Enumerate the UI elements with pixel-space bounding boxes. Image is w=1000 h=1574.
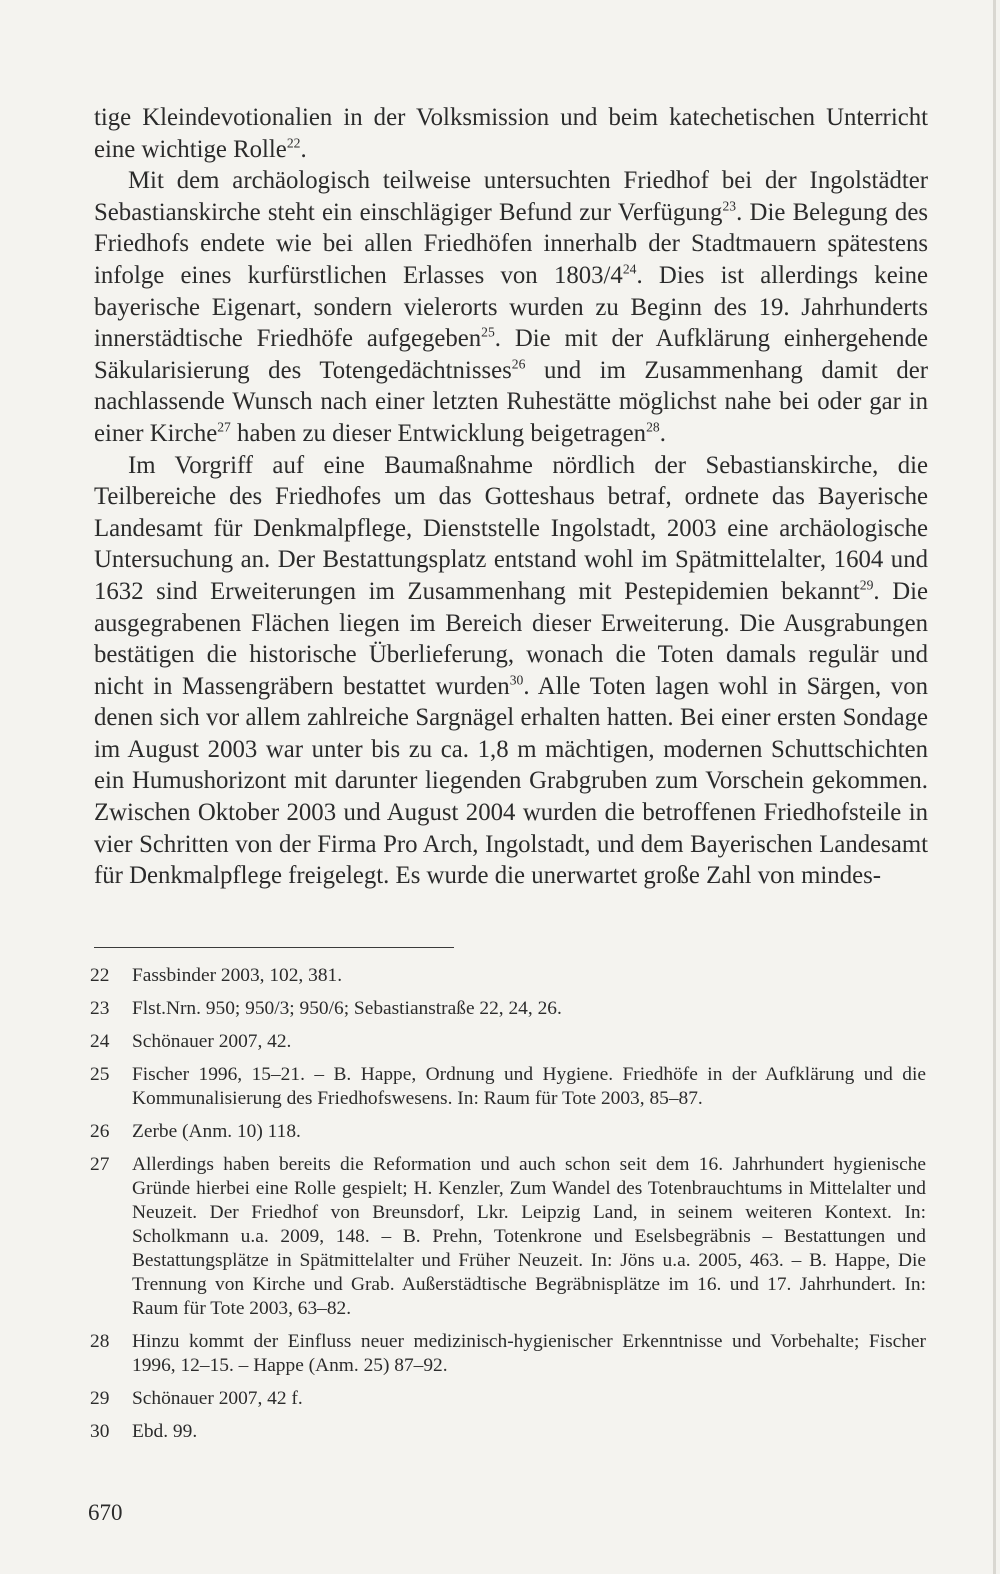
text-run: . — [300, 135, 307, 163]
footnote-number: 26 — [90, 1121, 110, 1142]
footnote-text: Ebd. 99. — [132, 1421, 198, 1442]
footnote-text: Flst.Nrn. 950; 950/3; 950/6; Sebastianstraße 22, 24, 26. — [132, 998, 562, 1019]
footnote-text: Fassbinder 2003, 102, 381. — [132, 965, 343, 986]
footnote-number: 27 — [90, 1154, 110, 1175]
text-run: Im Vorgriff auf eine Baumaßnahme nördlich der Sebastianskirche, die Teilbereiche des Friedhofes um das Gotteshaus betraf, ordnete das Bayerische Landesamt für Denkmalpflege, Dienststelle Ingolstadt, 2003 eine archäologische Untersuchung an. Der Bestattungsplatz entstand wohl im Spätmittelalter, 1604 und 1632 sind Erweiterungen im Zusammenhang mit Pestepidemien bekannt — [94, 451, 928, 605]
footnote-reference[interactable]: 23 — [722, 198, 737, 214]
footnote-text: Allerdings haben bereits die Reformation und auch schon seit dem 16. Jahrhundert hygienische Gründe hierbei eine Rolle gespielt; H. Kenzler, Zum Wandel des Totenbrauchtums in Mittelalter und Neuzeit. Der Friedhof von Breunsdorf, Lkr. Leipzig Land, in seinem weiteren Kontext. In: Scholkmann u.a. 2009, 148. – B. Prehn, Totenkrone und Eselsbegräbnis – Bestattungen und Bestattungsplätze in Spätmittelalter und Früher Neuzeit. In: Jöns u.a. 2005, 463. – B. Happe, Die Trennung von Kirche und Grab. Außerstädtische Begräbnisplätze im 16. und 17. Jahrhundert. In: Raum für Tote 2003, 63–82. — [132, 1154, 926, 1319]
footnote-reference[interactable]: 30 — [509, 672, 524, 688]
footnote — [90, 1330, 926, 1378]
text-run: und im Zusammenhang damit der nachlassende Wunsch nach einer letzten Ruhestätte möglichst nahe bei oder gar in einer Kirche — [94, 356, 928, 447]
footnote-reference[interactable]: 24 — [622, 261, 637, 277]
footnote-number: 28 — [90, 1331, 110, 1352]
footnotes — [90, 964, 926, 1453]
footnote-text: Schönauer 2007, 42. — [132, 1031, 292, 1052]
footnote — [90, 964, 926, 988]
text-run: . Dies ist allerdings keine bayerische Eigenart, sondern vielerorts wurden zu Beginn des 19. Jahrhunderts innerstädtische Friedhöfe aufgegeben — [94, 261, 929, 353]
paragraph — [94, 165, 928, 449]
footnote-text: Schönauer 2007, 42 f. — [132, 1388, 303, 1409]
text-run: haben zu dieser Entwicklung beigetragen — [230, 419, 647, 447]
footnote-reference[interactable]: 27 — [217, 419, 231, 435]
text-run: . Die ausgegrabenen Flächen liegen im Bereich dieser Erweiterung. Die Ausgrabungen bestätigen die historische Überlieferung, wonach die Toten damals regulär und nicht in Massengräbern bestattet wurden — [94, 577, 929, 700]
footnote-number: 30 — [90, 1421, 110, 1442]
paragraph — [94, 102, 928, 165]
text-run: . Alle Toten lagen wohl in Särgen, von denen sich vor allem zahlreiche Sargnägel erhalten hatten. Bei einer ersten Sondage im August 2003 war unter bis zu ca. 1,8 m mächtigen, modernen Schuttschichten ein Humushorizont mit darunter liegenden Grabgruben zum Vorschein gekommen. Zwischen Oktober 2003 und August 2004 wurden die betroffenen Friedhofsteile in vier Schritten von der Firma Pro Arch, Ingolstadt, und dem Bayerischen Landesamt für Denkmalpflege freigelegt. Es wurde die unerwartet große Zahl von mindes- — [94, 672, 929, 890]
footnote-number: 25 — [90, 1064, 110, 1085]
footnote-text: Fischer 1996, 15–21. – B. Happe, Ordnung und Hygiene. Friedhöfe in der Aufklärung und die Kommunalisierung des Friedhofswesens. In: Raum für Tote 2003, 85–87. — [132, 1064, 926, 1109]
text-run: . Die mit der Aufklärung einhergehende Säkularisierung des Totengedächtnisses — [94, 325, 928, 384]
footnote — [90, 1420, 926, 1444]
footnote-separator — [94, 947, 454, 948]
footnote-reference[interactable]: 25 — [481, 324, 495, 340]
footnote-number: 29 — [90, 1388, 110, 1409]
paragraph — [94, 450, 928, 892]
footnote-number: 22 — [90, 965, 110, 986]
footnote-reference[interactable]: 29 — [859, 577, 874, 593]
footnote — [90, 1063, 926, 1111]
text-run: Mit dem archäologisch teilweise untersuchten Friedhof bei der Ingolstädter Sebastianskirche steht ein einschlägiger Befund zur Verfügung — [94, 167, 928, 226]
footnote-number: 23 — [90, 998, 110, 1019]
footnote-text: Zerbe (Anm. 10) 118. — [132, 1121, 301, 1142]
footnote-number: 24 — [90, 1031, 110, 1052]
footnote — [90, 1153, 926, 1321]
footnote — [90, 1120, 926, 1144]
footnote-text: Hinzu kommt der Einfluss neuer medizinisch-hygienischer Erkenntnisse und Vorbehalte; Fischer 1996, 12–15. – Happe (Anm. 25) 87–92. — [132, 1331, 926, 1376]
footnote-reference[interactable]: 28 — [646, 419, 660, 435]
footnote — [90, 1387, 926, 1411]
footnote — [90, 1030, 926, 1054]
footnote-reference[interactable]: 22 — [286, 135, 301, 151]
footnote — [90, 997, 926, 1021]
scan-edge — [993, 0, 996, 1574]
page-number: 670 — [88, 1500, 123, 1525]
text-run: tige Kleindevotionalien in der Volksmission und beim katechetischen Unterricht eine wichtige Rolle — [94, 104, 928, 163]
body-text — [94, 102, 928, 892]
footnote-reference[interactable]: 26 — [511, 356, 526, 372]
text-run: . — [659, 419, 666, 447]
text-run: . Die Belegung des Friedhofs endete wie bei allen Friedhöfen innerhalb der Stadtmauern spätestens infolge eines kurfürstlichen Erlasses von 1803/4 — [94, 198, 928, 289]
